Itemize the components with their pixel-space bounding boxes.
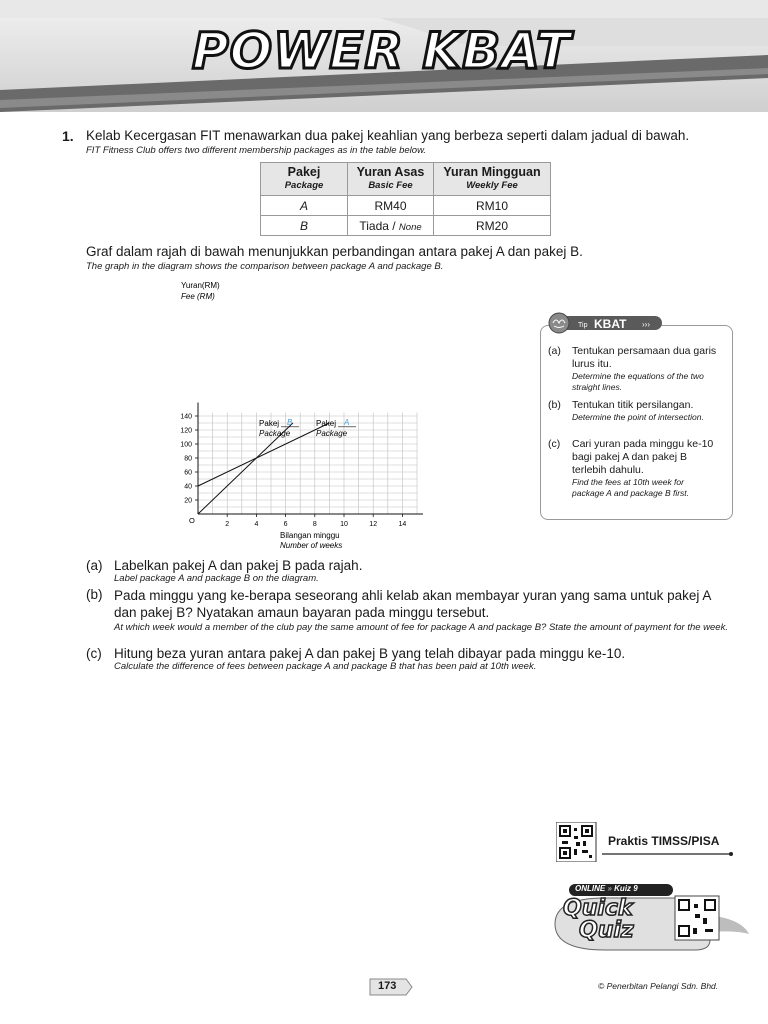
y-tick-label: 120 (180, 427, 192, 435)
tip-badge-small: Tip (578, 322, 588, 329)
y-tick-label: 100 (180, 441, 192, 449)
page-number: 173 (378, 980, 397, 992)
tip-item-label-c: (c) (548, 438, 561, 450)
tip-item-ms: Cari yuran pada minggu ke-10 bagi pakej A dan pakej B terlebih dahulu. (572, 438, 714, 476)
y-axis-label-ms: Yuran(RM) (181, 281, 220, 290)
quiz-text: Quiz (579, 918, 634, 943)
quick-quiz-badge[interactable] (545, 884, 750, 954)
x-tick-label: 10 (340, 521, 348, 528)
subq-label-a: (a) (86, 558, 103, 573)
online-text: ONLINE (575, 884, 606, 893)
basic-value-en: None (398, 221, 422, 233)
y-tick-label: 140 (180, 413, 192, 421)
table-header-weekly-fee (434, 163, 551, 196)
table-cell-weekly: RM10 (434, 196, 551, 216)
tip-item-ms: Tentukan titik persilangan. (572, 399, 694, 411)
x-tick-label: 6 (283, 521, 288, 528)
subquestion-c (114, 646, 734, 672)
y-tick-label: 20 (184, 497, 192, 505)
annotation-pakej: Pakej (316, 418, 337, 428)
banner-title: POWER KBAT (192, 22, 572, 80)
header-en: Package (284, 180, 324, 191)
subquestion-ms: Pada minggu yang ke-berapa seseorang ahli kelab akan membayar yuran yang sama untuk pakej A dan pakej B? Nyatakan amaun bayaran pada minggu tersebut. (114, 588, 711, 620)
table-header-row (261, 163, 551, 196)
table-cell-weekly: RM20 (434, 216, 551, 236)
page-banner (0, 0, 768, 112)
subquestion-b (114, 587, 734, 634)
copyright: © Penerbitan Pelangi Sdn. Bhd. (598, 981, 719, 991)
y-tick-label: 60 (184, 469, 192, 477)
x-tick-label: 2 (225, 521, 230, 528)
subquestion-en: Calculate the difference of fees between package A and package B that has been paid at 10th week. (114, 661, 537, 672)
tip-item-a (572, 345, 722, 392)
fee-graph (165, 278, 435, 554)
table-cell-basic (348, 196, 434, 216)
subquestion-en: Label package A and package B on the diagram. (114, 573, 319, 584)
y-tick-label: 80 (184, 455, 192, 463)
table-row (261, 196, 551, 216)
header-en: Basic Fee (368, 180, 413, 191)
tip-kbat-badge (548, 312, 664, 334)
graph-intro-ms: Graf dalam rajah di bawah menunjukkan perbandingan antara pakej A dan pakej B. (86, 244, 583, 259)
tip-item-en: Find the fees at 10th week for package A and package B first. (572, 477, 690, 498)
y-axis-label-en: Fee (RM) (181, 292, 215, 301)
x-tick-label: 14 (398, 521, 407, 528)
annotation-package: Package (316, 428, 348, 438)
tip-item-label-b: (b) (548, 399, 561, 411)
praktis-timss-pisa[interactable] (556, 822, 734, 862)
x-tick-label: 4 (254, 521, 259, 528)
header-ms: Yuran Mingguan (443, 165, 541, 179)
page-number-badge (368, 977, 414, 997)
chart-grid (198, 413, 417, 515)
table-cell-basic (348, 216, 434, 236)
y-tick-label: 40 (184, 483, 192, 491)
tip-item-label-a: (a) (548, 345, 561, 357)
annotation-pakej: Pakej (259, 418, 280, 428)
quick-text: Quick (563, 896, 633, 921)
annotation-answer: B (287, 417, 293, 427)
chart-ticks (180, 414, 406, 529)
x-axis-label-ms: Bilangan minggu (280, 531, 340, 540)
origin-label: O (189, 516, 195, 525)
basic-value: RM40 (374, 198, 407, 213)
subquestion-en: At which week would a member of the club pay the same amount of fee for package A and package B? State the amount of payment for the week. (114, 622, 728, 633)
graph-intro-en: The graph in the diagram shows the comparison between package A and package B. (86, 261, 444, 272)
subq-label-c: (c) (86, 646, 102, 661)
subquestion-a (114, 558, 734, 584)
question-number: 1. (62, 128, 74, 144)
annotation-answer: A (344, 417, 350, 427)
tip-item-en: Determine the equations of the two straight lines. (572, 371, 704, 392)
x-axis-label-en: Number of weeks (280, 541, 343, 550)
praktis-label: Praktis TIMSS/PISA (608, 834, 720, 848)
online-arrow-icon: » (607, 884, 612, 893)
header-ms: Yuran Asas (356, 165, 425, 179)
header-en: Weekly Fee (466, 180, 518, 191)
subquestion-ms: Labelkan pakej A dan pakej B pada rajah. (114, 558, 363, 573)
kuiz-text: Kuiz 9 (614, 884, 638, 893)
tip-badge-big: KBAT (594, 317, 627, 331)
online-label (575, 884, 638, 893)
subquestion-ms: Hitung beza yuran antara pakej A dan pakej B yang telah dibayar pada minggu ke-10. (114, 646, 626, 661)
question-intro-ms: Kelab Kecergasan FIT menawarkan dua pakej keahlian yang berbeza seperti dalam jadual di bawah. (86, 128, 690, 143)
question-intro-en: FIT Fitness Club offers two different membership packages as in the table below. (86, 145, 427, 156)
subq-label-b: (b) (86, 587, 103, 602)
tip-item-b (572, 399, 722, 423)
x-tick-label: 12 (369, 521, 378, 528)
x-tick-label: 8 (312, 521, 317, 528)
header-ms: Pakej (287, 165, 321, 179)
chart-annotations (259, 418, 356, 438)
basic-value: Tiada / (359, 218, 399, 233)
annotation-package: Package (259, 428, 291, 438)
tip-item-c (572, 438, 717, 498)
fee-table (260, 162, 551, 236)
table-header-basic-fee (348, 163, 434, 196)
table-row (261, 216, 551, 236)
tip-item-ms: Tentukan persamaan dua garis lurus itu. (572, 345, 717, 370)
chevrons-icon: ››› (642, 320, 650, 329)
table-header-package (261, 163, 348, 196)
table-cell-package: A (261, 196, 348, 216)
table-cell-package: B (261, 216, 348, 236)
tip-item-en: Determine the point of intersection. (572, 412, 704, 422)
